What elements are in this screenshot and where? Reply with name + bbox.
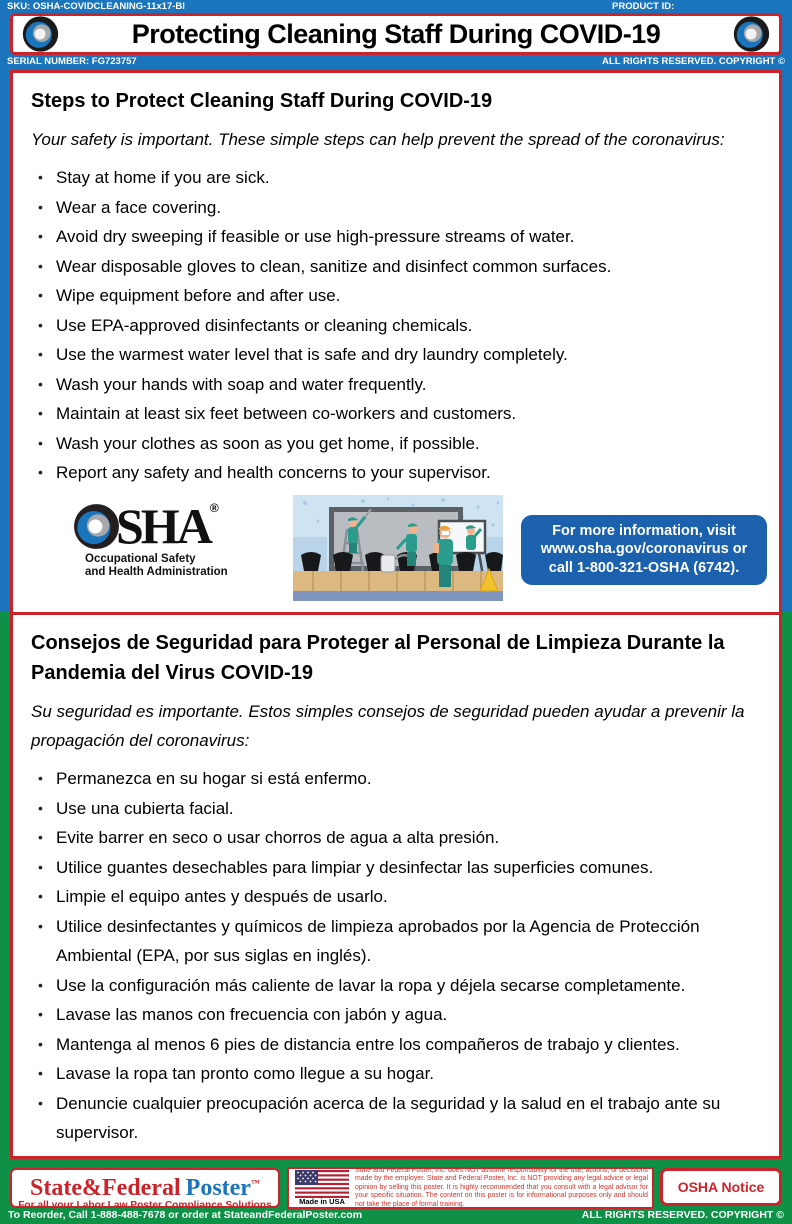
info-line: call 1-800-321-OSHA (6742). bbox=[548, 559, 740, 576]
bullet-item: • Use EPA-approved disinfectants or cleaning chemicals. bbox=[31, 311, 761, 341]
rights-reserved-top: ALL RIGHTS RESERVED. COPYRIGHT © bbox=[602, 56, 785, 67]
bullet-item: • Limpie el equipo antes y después de usarlo. bbox=[31, 882, 761, 912]
osha-subtitle bbox=[85, 553, 263, 580]
top-strip bbox=[0, 0, 792, 13]
bullet-item: • Lavase la ropa tan pronto como llegue a su hogar. bbox=[31, 1059, 761, 1089]
more-info-box bbox=[521, 515, 767, 585]
sku-text: SKU: OSHA-COVIDCLEANING-11x17-Bl bbox=[7, 1, 185, 12]
spanish-heading: Consejos de Seguridad para Proteger al Personal de Limpieza Durante la Pandemia del Virus COVID-19 bbox=[31, 632, 725, 684]
legal-disclaimer: State and Federal Poster, Inc. does NOT assume responsibility for the use, actions, or decisions made by the employer. State and Federal Poster, Inc. is NOT providing any legal advice or legal opinion by selling this poster. It is highly recommended that you consult with a legal advisor for your specific situation. The content on this poster is for informational purposes only and should not take the place of formal training. bbox=[355, 1166, 648, 1208]
trademark-mark: ™ bbox=[250, 1178, 260, 1188]
bullet-item: • Permanezca en su hogar si está enfermo. bbox=[31, 764, 761, 794]
grommet-icon bbox=[733, 16, 770, 53]
grommet-icon bbox=[22, 16, 59, 53]
osha-subtitle-line2: and Health Administration bbox=[85, 566, 228, 578]
made-in-usa-block bbox=[293, 1170, 351, 1206]
bullet-item: • Mantenga al menos 6 pies de distancia entre los compañeros de trabajo y clientes. bbox=[31, 1030, 761, 1060]
osha-logo bbox=[73, 497, 263, 580]
info-line: www.osha.gov/coronavirus or bbox=[540, 541, 748, 558]
english-intro: Your safety is important. These simple steps can help prevent the spread of the coronavirus: bbox=[31, 130, 725, 149]
spanish-section bbox=[10, 612, 782, 1159]
rights-reserved-bottom: ALL RIGHTS RESERVED. COPYRIGHT © bbox=[581, 1209, 784, 1221]
poster-title: Protecting Cleaning Staff During COVID-19 bbox=[131, 18, 661, 49]
english-heading: Steps to Protect Cleaning Staff During COVID-19 bbox=[31, 90, 493, 112]
brand-tagline: For all your Labor Law Poster Compliance Solutions bbox=[18, 1200, 272, 1211]
title-bar bbox=[10, 13, 782, 55]
bullet-item: • Use the warmest water level that is safe and dry laundry completely. bbox=[31, 340, 761, 370]
made-in-usa-label: Made in USA bbox=[299, 1197, 345, 1206]
bullet-item: • Maintain at least six feet between co-workers and customers. bbox=[31, 399, 761, 429]
media-row bbox=[31, 495, 761, 611]
brand-box bbox=[10, 1168, 280, 1211]
brand-wordmark bbox=[12, 1171, 278, 1200]
bullet-item: • Wash your hands with soap and water frequently. bbox=[31, 370, 761, 400]
osha-subtitle-line1: Occupational Safety bbox=[85, 552, 196, 565]
registered-mark: ® bbox=[209, 500, 219, 515]
reorder-strip bbox=[0, 1207, 792, 1224]
bullet-item: • Utilice desinfectantes y químicos de limpieza aprobados por la Agencia de Protección Ambiental (EPA, por sus siglas en inglés). bbox=[31, 912, 761, 971]
brand-poster: Poster bbox=[185, 1175, 251, 1201]
bullet-item: • Use una cubierta facial. bbox=[31, 794, 761, 824]
serial-strip bbox=[0, 55, 792, 70]
bullet-item: • Report any safety and health concerns to your supervisor. bbox=[31, 458, 761, 488]
bullet-item: • Stay at home if you are sick. bbox=[31, 163, 761, 193]
bullet-item: • Use la configuración más caliente de lavar la ropa y déjela secarse completamente. bbox=[31, 971, 761, 1001]
bullet-item: • Lavase las manos con frecuencia con jabón y agua. bbox=[31, 1000, 761, 1030]
reorder-text: To Reorder, Call 1-888-488-7678 or order at StateandFederalPoster.com bbox=[8, 1209, 363, 1221]
spanish-intro: Su seguridad es importante. Estos simples consejos de seguridad pueden ayudar a prevenir la propagación del coronavirus: bbox=[31, 702, 745, 750]
serial-number: SERIAL NUMBER: FG723757 bbox=[7, 56, 137, 67]
product-id-label: PRODUCT ID: bbox=[612, 1, 675, 12]
bullet-item: • Wash your clothes as soon as you get home, if possible. bbox=[31, 429, 761, 459]
bullet-item: • Utilice guantes desechables para limpiar y desinfectar las superficies comunes. bbox=[31, 853, 761, 883]
bullet-item: • Evite barrer en seco o usar chorros de agua a alta presión. bbox=[31, 823, 761, 853]
osha-notice-badge bbox=[660, 1168, 782, 1206]
osha-notice-label: OSHA Notice bbox=[677, 1179, 765, 1195]
cleaning-illustration bbox=[293, 495, 503, 601]
bullet-item: • Avoid dry sweeping if feasible or use high-pressure streams of water. bbox=[31, 222, 761, 252]
bullet-item: • Wear disposable gloves to clean, sanitize and disinfect common surfaces. bbox=[31, 252, 761, 282]
bullet-item: • Wipe equipment before and after use. bbox=[31, 281, 761, 311]
bullet-item: • Denuncie cualquier preocupación acerca de la seguridad y la salud en el trabajo ante su supervisor. bbox=[31, 1089, 761, 1148]
osha-wordmark: SHA bbox=[116, 497, 210, 554]
brand-state-federal: State&Federal bbox=[30, 1175, 181, 1201]
spanish-bullet-list bbox=[31, 764, 761, 1148]
english-bullet-list bbox=[31, 163, 761, 488]
bullet-item: • Wear a face covering. bbox=[31, 193, 761, 223]
osha-o-emblem-icon bbox=[73, 503, 120, 550]
legal-box bbox=[287, 1167, 654, 1209]
us-flag-icon bbox=[293, 1170, 351, 1198]
english-section bbox=[10, 70, 782, 612]
info-line: For more information, visit bbox=[552, 522, 736, 539]
